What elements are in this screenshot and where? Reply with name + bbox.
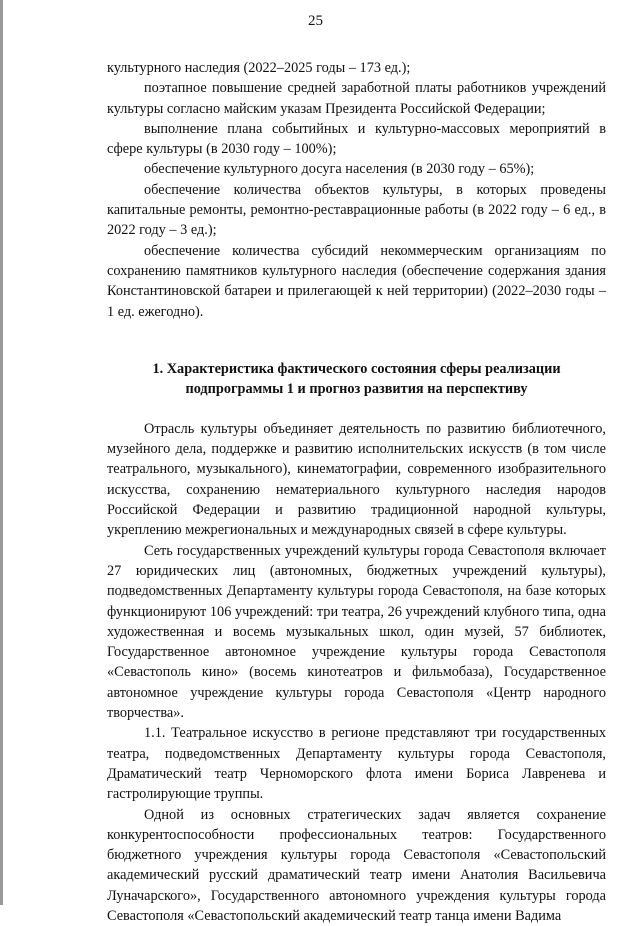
paragraph: Одной из основных стратегических задач является сохранение конкурентоспособности профессиональных театров: Государственного бюджетного учреждения культуры города Севастополя «Севастопольский академический русский драматический театр имени Анатолия Васильевича Луначарского», Государственного автономного учреждения культуры города Севастополя «Севастопольский академический театр танца имени Вадима (107, 805, 606, 926)
paragraph: Отрасль культуры объединяет деятельность по развитию библиотечного, музейного дела, поддержке и развитию исполнительских искусств (в том числе театрального, музыкального), кинематографии, современного изобразительного искусства, сохранению нематериального культурного наследия народов Российской Федерации и развитию традиционной народной культуры, укреплению межрегиональных и международных связей в сфере культуры. (107, 419, 606, 541)
page-number: 25 (0, 13, 631, 30)
scan-edge (0, 0, 3, 905)
paragraph: культурного наследия (2022–2025 годы – 173 ед.); (107, 58, 606, 78)
page-content (107, 58, 606, 926)
paragraph: 1.1. Театральное искусство в регионе представляют три государственных театра, подведомственных Департаменту культуры города Севастополя, Драматический театр Черноморского флота имени Бориса Лавренева и гастролирующие труппы. (107, 723, 606, 804)
paragraph: обеспечение количества объектов культуры, в которых проведены капитальные ремонты, ремонтно-реставрационные работы (в 2022 году – 6 ед., в 2022 году – 3 ед.); (107, 180, 606, 241)
paragraph: выполнение плана событийных и культурно-массовых мероприятий в сфере культуры (в 2030 году – 100%); (107, 119, 606, 160)
section-heading (107, 359, 606, 399)
paragraph: обеспечение количества субсидий некоммерческим организациям по сохранению памятников культурного наследия (обеспечение содержания здания Константиновской батареи и прилегающей к ней территории) (2022–2030 годы – 1 ед. ежегодно). (107, 241, 606, 322)
section-heading-line: подпрограммы 1 и прогноз развития на перспективу (107, 379, 606, 399)
paragraph: поэтапное повышение средней заработной платы работников учреждений культуры согласно майским указам Президента Российской Федерации; (107, 78, 606, 119)
paragraph: Сеть государственных учреждений культуры города Севастополя включает 27 юридических лиц (автономных, бюджетных учреждений культуры), подведомственных Департаменту культуры города Севастополя, на базе которых функционируют 106 учреждений: три театра, 26 учреждений клубного типа, одна художественная и восемь музыкальных школ, один музей, 57 библиотек, Государственное автономное учреждение культуры города Севастополя «Севастополь кино» (восемь кинотеатров и фильмобаза), Государственное автономное учреждение культуры города Севастополя «Центр народного творчества». (107, 541, 606, 724)
section-heading-line: 1. Характеристика фактического состояния сферы реализации (107, 359, 606, 379)
paragraph: обеспечение культурного досуга населения (в 2030 году – 65%); (107, 159, 606, 179)
